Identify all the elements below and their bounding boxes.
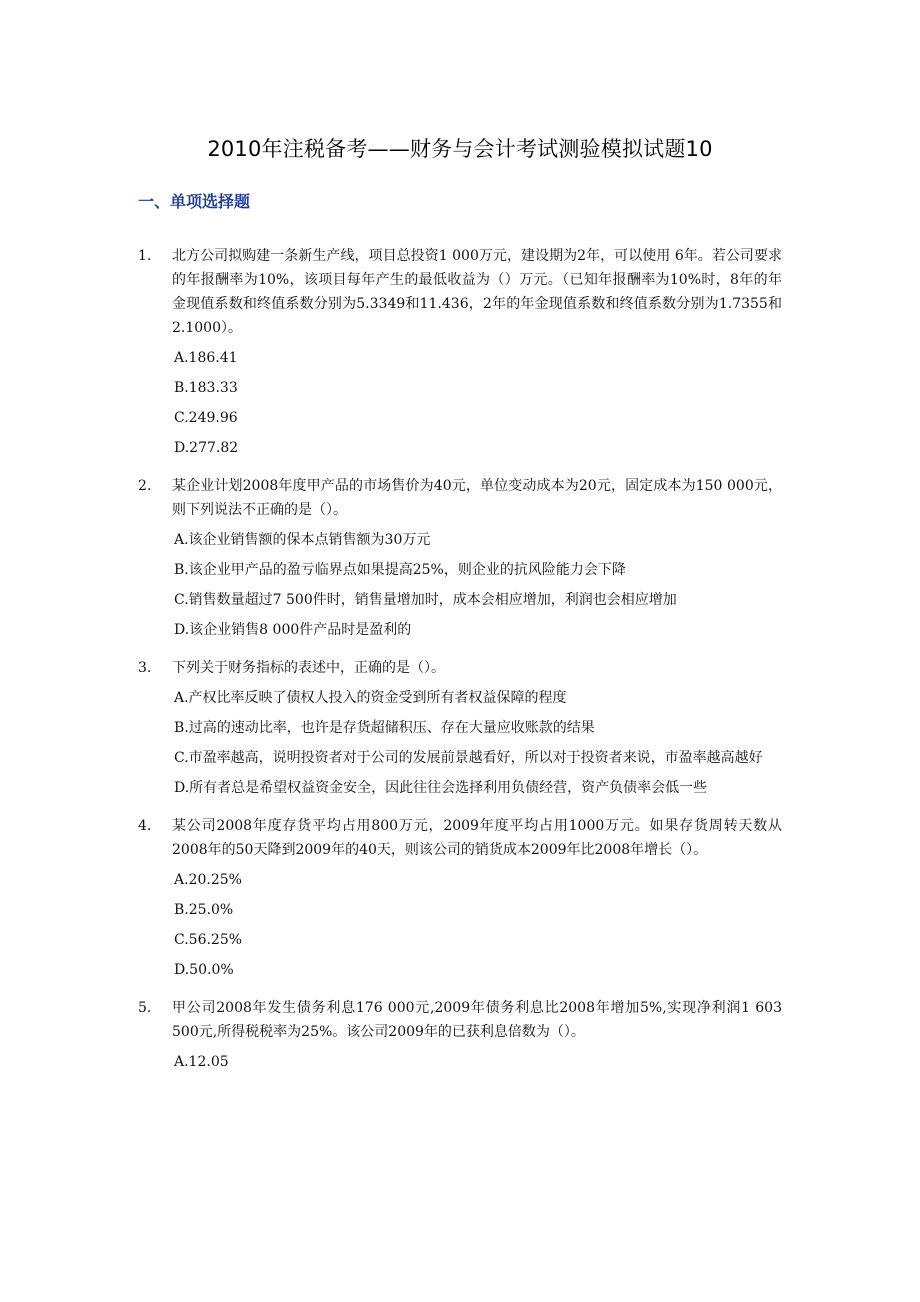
question-text: 下列关于财务指标的表述中，正确的是（）。 — [172, 660, 445, 676]
question-3 — [0, 656, 920, 800]
option-list — [174, 528, 786, 642]
section-heading: 一、单项选择题 — [138, 192, 251, 211]
option-list — [174, 1050, 786, 1074]
option-d: D.277.82 — [174, 440, 239, 456]
option-a: A.20.25% — [174, 872, 242, 888]
question-number: 3. — [138, 660, 152, 676]
question-4 — [0, 814, 920, 982]
option-list — [174, 346, 786, 460]
option-b: B.183.33 — [174, 380, 238, 396]
question-text: 某企业计划2008年度甲产品的市场售价为40元，单位变动成本为20元，固定成本为150 000元，则下列说法不正确的是（）。 — [172, 478, 782, 518]
option-b: B.该企业甲产品的盈亏临界点如果提高25%，则企业的抗风险能力会下降 — [174, 562, 626, 578]
question-1 — [0, 244, 920, 460]
question-number: 2. — [138, 478, 152, 494]
option-c: C.249.96 — [174, 410, 238, 426]
option-c: C.市盈率越高，说明投资者对于公司的发展前景越看好，所以对于投资者来说，市盈率越高越好 — [174, 750, 763, 766]
question-5 — [0, 996, 920, 1074]
question-text: 甲公司2008年发生债务利息176 000元,2009年债务利息比2008年增加5%,实现净利润1 603 500元,所得税税率为25%。该公司2009年的已获利息倍数为（）。 — [172, 1000, 782, 1040]
option-d: D.所有者总是希望权益资金安全，因此往往会选择利用负债经营，资产负债率会低一些 — [174, 780, 708, 796]
option-a: A.186.41 — [174, 350, 238, 366]
option-a: A.该企业销售额的保本点销售额为30万元 — [174, 532, 431, 548]
option-d: D.该企业销售8 000件产品时是盈利的 — [174, 622, 412, 638]
document-title: 2010年注税备考——财务与会计考试测验模拟试题10 — [207, 137, 713, 161]
question-text: 某公司2008年度存货平均占用800万元，2009年度平均占用1000万元。如果存货周转天数从2008年的50天降到2009年的40天，则该公司的销货成本2009年比2008年增长（）。 — [172, 818, 782, 858]
question-number: 1. — [138, 248, 152, 264]
option-c: C.销售数量超过7 500件时，销售量增加时，成本会相应增加，利润也会相应增加 — [174, 592, 677, 608]
option-list — [174, 868, 786, 982]
option-a: A.12.05 — [174, 1054, 229, 1070]
option-b: B.25.0% — [174, 902, 234, 918]
question-2 — [0, 474, 920, 642]
option-d: D.50.0% — [174, 962, 234, 978]
option-a: A.产权比率反映了债权人投入的资金受到所有者权益保障的程度 — [174, 690, 567, 706]
question-text: 北方公司拟购建一条新生产线，项目总投资1 000万元，建设期为2年，可以使用 6年。若公司要求的年报酬率为10%，该项目每年产生的最低收益为（）万元。（已知年报酬率为10%时，8年的年金现值系数和终值系数分别为5.3349和11.436，2年的年金现值系数和终值系数分别为1.7355和2.1000）。 — [172, 248, 782, 336]
question-number: 4. — [138, 818, 152, 834]
question-list — [0, 244, 920, 1088]
option-list — [174, 686, 786, 800]
option-b: B.过高的速动比率，也许是存货超储积压、存在大量应收账款的结果 — [174, 720, 595, 736]
question-number: 5. — [138, 1000, 152, 1016]
option-c: C.56.25% — [174, 932, 243, 948]
